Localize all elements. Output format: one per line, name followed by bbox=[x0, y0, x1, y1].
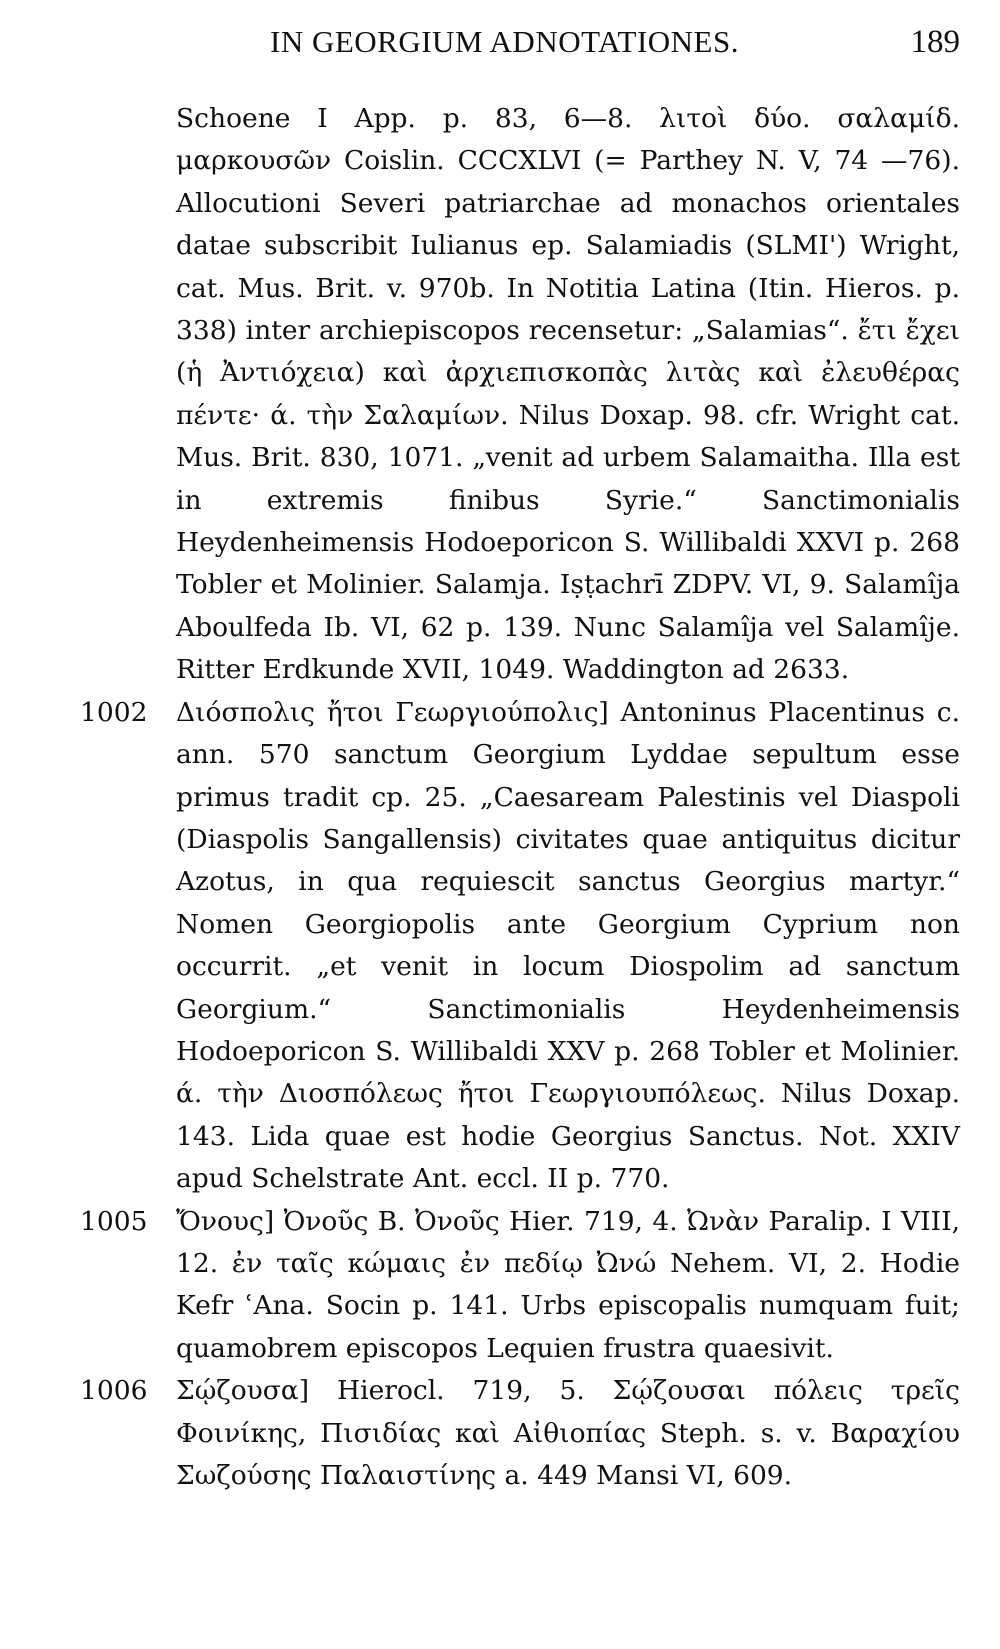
entry-number: 1006 bbox=[80, 1375, 148, 1407]
annotation-entry bbox=[80, 98, 960, 692]
entry-number: 1002 bbox=[80, 696, 148, 728]
annotations-body bbox=[80, 98, 960, 1497]
running-header bbox=[170, 24, 960, 80]
entry-text: Schoene I App. p. 83, 6—8. λιτοὶ δύο. σαλαμίδ. μαρκουσῶν Coislin. CCCXLVI (= Parthey N. V, 74 —76). Allocutioni Severi patriarchae ad monachos orientales datae subscribit Iulianus ep. Salamiadis (SLMI') Wright, cat. Mus. Brit. v. 970b. In Notitia Latina (Itin. Hieros. p. 338) inter archiepiscopos recensetur: „Salamias“. ἔτι ἔχει (ἡ Ἀντιόχεια) καὶ ἀρχιεπισκοπὰς λιτὰς καὶ ἐλευθέρας πέντε· ά. τὴν Σαλαμίων. Nilus Doxap. 98. cfr. Wright cat. Mus. Brit. 830, 1071. „venit ad urbem Salamaitha. Illa est in extremis finibus Syrie.“ Sanctimonialis Heydenheimensis Hodoeporicon S. Willibaldi XXVI p. 268 Tobler et Molinier. Salamja. Iṣṭachrī ZDPV. VI, 9. Salamîja Aboulfeda Ib. VI, 62 p. 139. Nunc Salamîja vel Salamîje. Ritter Erdkunde XVII, 1049. Waddington ad 2633. bbox=[176, 103, 960, 686]
annotation-entry bbox=[80, 692, 960, 1201]
running-title: IN GEORGIUM ADNOTATIONES. bbox=[270, 24, 739, 59]
annotation-entry bbox=[80, 1201, 960, 1371]
annotation-entry bbox=[80, 1370, 960, 1497]
entry-text: Διόσπολις ἤτοι Γεωργιούπολις] Antoninus Placentinus c. ann. 570 sanctum Georgium Lyddae sepultum esse primus tradit cp. 25. „Caesaream Palestinis vel Diaspoli (Diaspolis Sangallensis) civitates quae antiquitus dicitur Azotus, in qua requiescit sanctus Georgius martyr.“ Nomen Georgiopolis ante Georgium Cyprium non occurrit. „et venit in locum Diospolim ad sanctum Georgium.“ Sanctimonialis Heydenheimensis Hodoeporicon S. Willibaldi XXV p. 268 Tobler et Molinier. ά. τὴν Διοσπόλεως ἤτοι Γεωργιουπόλεως. Nilus Doxap. 143. Lida quae est hodie Georgius Sanctus. Not. XXIV apud Schelstrate Ant. eccl. II p. 770. bbox=[176, 696, 960, 1195]
page-number: 189 bbox=[910, 24, 960, 60]
entry-number: 1005 bbox=[80, 1205, 148, 1237]
entry-text: Ὄνους] Ὀνοῦς B. Ὀνοῦς Hier. 719, 4. Ὠνὰν Paralip. I VIII, 12. ἐν ταῖς κώμαις ἐν πεδίῳ Ὠνώ Nehem. VI, 2. Hodie Kefr ʿAna. Socin p. 141. Urbs episcopalis numquam fuit; quamobrem episcopos Lequien frustra quaesivit. bbox=[176, 1205, 960, 1364]
entry-text: Σῴζουσα] Hierocl. 719, 5. Σῴζουσαι πόλεις τρεῖς Φοινίκης, Πισιδίας καὶ Αἰθιοπίας Steph. s. v. Βαραχίου Σωζούσης Παλαιστίνης a. 449 Mansi VI, 609. bbox=[176, 1375, 960, 1491]
